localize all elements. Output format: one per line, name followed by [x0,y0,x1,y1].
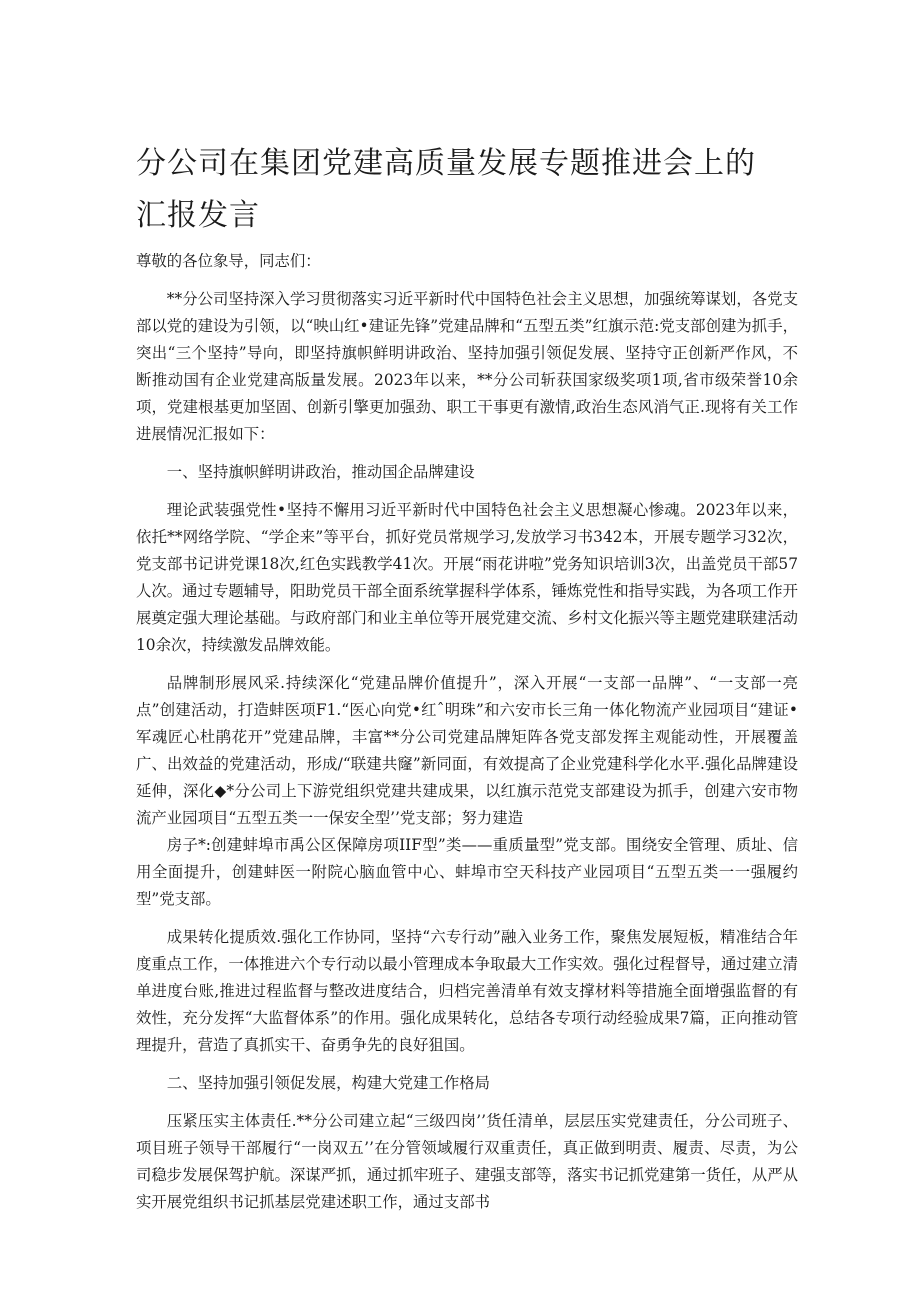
document-body [136,248,798,1216]
paragraph-intro: **分公司坚持深入学习贯彻落实习近平新时代中国特色社会主义思想，加强统筹谋划，各党支部以党的建设为引领，以“映山红•建证先锋”党建品牌和“五型五类”红旗示范:党支部创建为抓手，突出“三个坚持”导向，即坚持旗帜鲜明讲政治、坚持加强引领促发展、坚持守正创新严作风，不断推动国有企业党建高版量发展。2023年以来，**分公司斩获国家级奖项1项,省市级荣誉10余项，党建根基更加坚固、创新引擎更加强劲、职工干事更有激情,政治生态风消气正.现将有关工作进展情况汇报如下： [136,290,798,443]
paragraph-brand: 品牌制形展风采.持续深化“党建品牌价值提升”，深入开展“一支部一品牌”、“一支部一亮点”创建活动，打造蚌医项F1.“医心向党•红ˆ明珠”和六安市长三角一体化物流产业园项目“建证•军魂匠心杜鹃花开”党建品牌，丰富**分公司党建品牌矩阵各党支部发挥主观能动性，开展覆盖广、出效益的党建活动，形成/“联建共窿”新同面，有效提高了企业党建科学化水平.强化品牌建设延伸，深化◆*分公司上下游党组织党建共建成果，以红旗示范党支部建设为抓手，创建六安市物流产业园项目“五型五类一一保安全型’’党支部；努力建造 [136,674,798,827]
greeting: 尊敬的各位象导，同志们： [136,252,321,270]
section-heading-1: 一、坚持旗帜鲜明讲政治，推动国企品牌建设 [166,463,475,481]
document-title: 分公司在集团党建高质量发展专题推进会上的汇报发言 [136,146,756,233]
paragraph-results: 成果转化提质效.强化工作协同，坚持“六专行动”融入业务工作，聚焦发展短板，精准结合年度重点工作，一体推进六个专行动以最小管理成本争取最大工作实效。强化过程督导，通过建立清单进度台账,推进过程监督与整改进度结合，归档完善清单有效支撑材料等措施全面增强监督的有效性，充分发挥“大监督体系”的作用。强化成果转化，总结各专项行动经验成果7篇，正向推动管理提升，营造了真抓实干、奋勇争先的良好狙国。 [136,928,798,1054]
paragraph-responsibility: 压紧压实主体责任.**分公司建立起“三级四岗’’货任清单，层层压实党建责任，分公司班子、项目班子领导干部履行“一岗双五’’在分管领域履行双重责任，真正做到明责、履责、尽责，为公司稳步发展保驾护航。深谋严抓，通过抓牢班子、建强支部等，落实书记抓党建第一货任，从严从实开展党组织书记抓基层党建述职工作，通过支部书 [136,1112,798,1211]
section-heading-2: 二、坚持加强引领促发展，构建大党建工作格局 [166,1074,491,1092]
paragraph-house: 房子*:创建蚌埠市禹公区保障房项IIF型”类——重质量型”党支部。围绕安全管理、质址、信用全面提升，创建蚌医一附院心脑血管中心、蚌埠市空天科技产业园项目“五型五类一一强履约型”党支部。 [136,836,798,908]
paragraph-theory: 理论武装强党性•坚持不懈用习近平新时代中国特色社会主义思想凝心惨魂。2023年以来，依托**网络学院、“学企来”等平台，抓好党员常规学习,发放学习书342本，开展专题学习32次，党支部书记讲党课18次,红色实践教学41次。开展“雨花讲啦”党务知识培训3次，出盖党员干部57人次。通过专题辅导，阳助党员干部全面系统掌握科学体系，锤炼党性和指导实践，为各项工作开展奠定强大理论基础。与政府部门和业主单位等开展党建交流、乡村文化振兴等主题党建联建活动10余次，持续激发品牌效能。 [136,501,798,654]
